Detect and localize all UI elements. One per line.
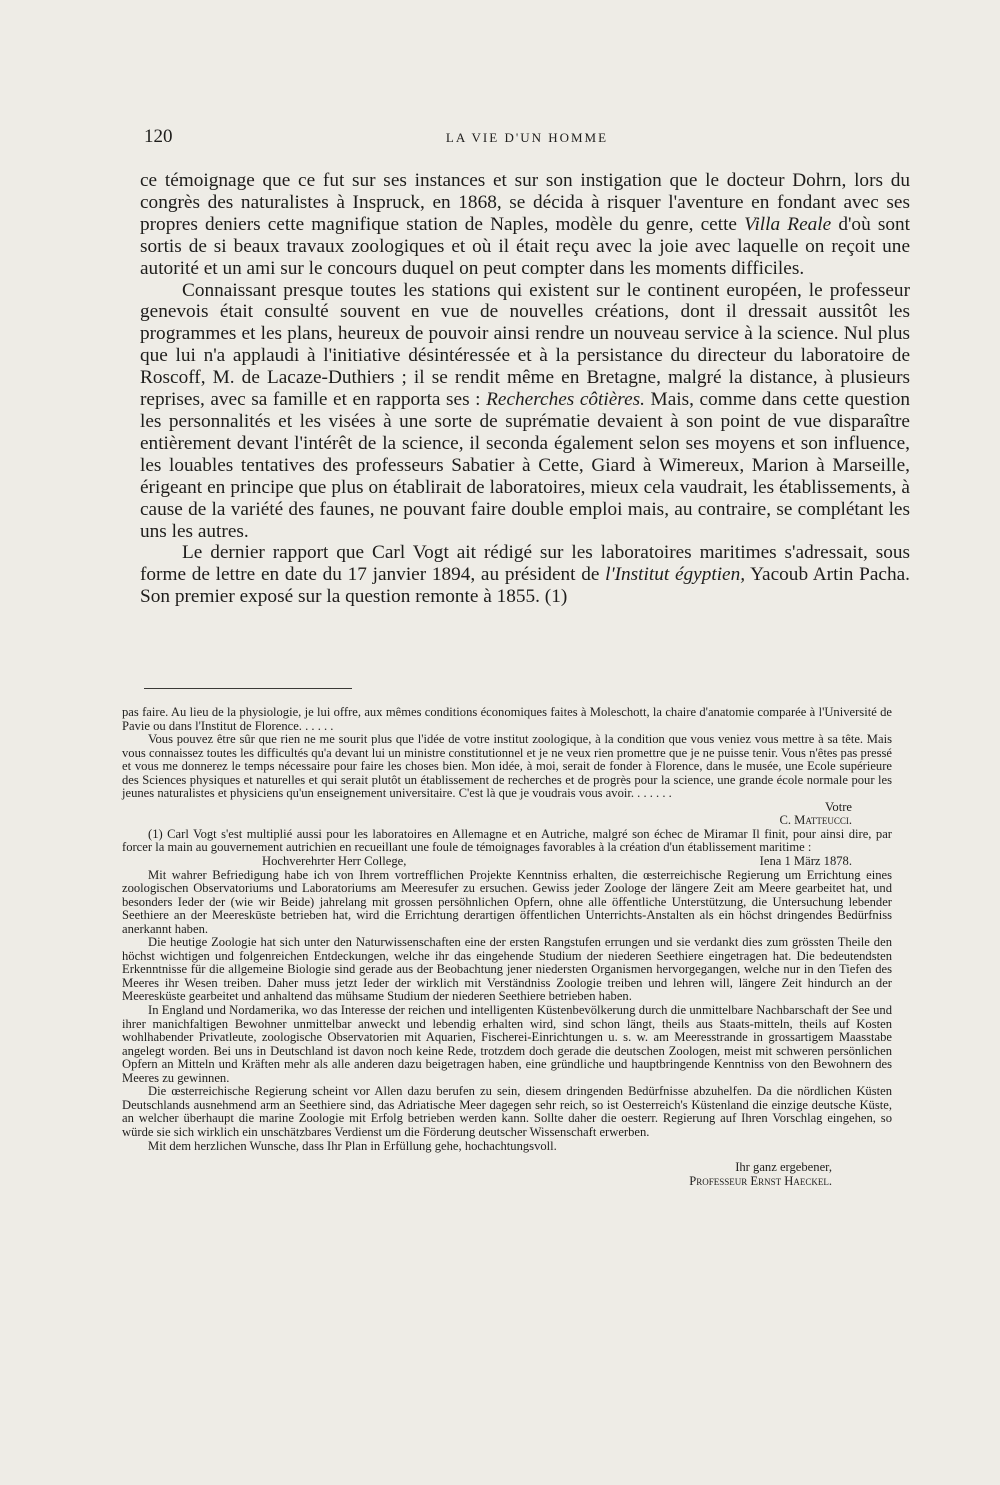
letter-closing: Ihr ganz ergebener, xyxy=(735,1160,832,1175)
page-number: 120 xyxy=(144,126,173,147)
footnote-1: (1) Carl Vogt s'est multiplié aussi pour les laboratoires en Allemagne et en Autriche, malgré son échec de Miramar Il finit, pour ainsi dire, par forcer la main au gouvernement autrichien en recueillant une foule de témoignages favorables à la création d'un établissement maritime : xyxy=(122,826,892,855)
paragraph-2-italic: Recherches côtières. xyxy=(486,389,645,411)
paragraph-3-text: Le dernier rapport que Carl Vogt ait rédigé sur les laboratoires maritimes s'adressait, sous forme de lettre en date du 17 janvier 1894, au président de xyxy=(140,542,910,586)
paragraph-3-italic: l'Institut égyptien, xyxy=(605,564,746,586)
page-header xyxy=(144,126,910,152)
paragraph-2-end: Mais, comme dans cette question les personnalités et les visées à une sorte de suprématie devaient à son point de vue disparaître entièrement devant l'intérêt de la science, il seconda également selon ses moyens et son influence, les louables tentatives des professeurs Sabatier à Cette, Giard à Wimereux, Marion à Marseille, érigeant en principe que plus on établirait de laboratoires, mieux cela vaudrait, les établissements, à cause de la variété des faunes, ne pouvant faire double emploi mais, au contraire, se complétant les uns les autres. xyxy=(140,389,911,542)
paragraph-2 xyxy=(140,280,910,543)
paragraph-3-end: Yacoub Artin Pacha. Son premier exposé sur la question remonte à 1855. (1) xyxy=(140,564,910,608)
paragraph-1 xyxy=(140,170,910,280)
letter-paragraph-2: Die heutige Zoologie hat sich unter den Naturwissenschaften eine der ersten Rangstufen errungen und sie verdankt dies zum grössten Theile den höchst wichtigen und folgenreichen Entdeckungen, welche ihr das eingehende Studium der niederen Seethiere eingetragen hat. Die bedeutendsten Erkenntnisse für die allgemeine Biologie sind gerade aus der Beobachtung jener niedersten Organismen hervorgegangen, welche nur in den Tiefen des Meeres ihr Wesen treiben. Daher muss jetzt Ieder der wirklich mit Verständniss Zoologie treiben und lehren will, längere Zeit hindurch an der Meeresküste gearbeitet und anhaltend das mühsame Studium der niederen Seethiere betrieben haben. xyxy=(122,935,892,1004)
note-votre: Votre xyxy=(824,799,852,814)
note-signature-matteucci: C. Matteucci. xyxy=(779,813,852,828)
paragraph-1-end: d'où sont sortis de si beaux travaux zoologiques et où il était reçu avec la joie avec laquelle on reçoit une autorité et un ami sur le concours duquel on peut compter dans les moments difficiles. xyxy=(140,213,910,279)
main-text xyxy=(140,170,910,608)
paragraph-2-text: Connaissant presque toutes les stations qui existent sur le continent européen, le professeur genevois était consulté souvent en vue de nouvelles créations, dont il dressait aussitôt les programmes et les plans, heureux de pouvoir ainsi rendre un nouveau service à la science. Nul plus que lui n'a applaudi à l'initiative désintéressée et à la persistance du directeur du laboratoire de Roscoff, M. de Lacaze-Duthiers ; il se rendit même en Bretagne, malgré la distance, à plusieurs reprises, avec sa famille et en rapporta ses : xyxy=(140,279,910,411)
letter-greeting: Hochverehrter Herr College, xyxy=(262,854,407,869)
paragraph-1-text: ce témoignage que ce fut sur ses instances et sur son instigation que le docteur Dohrn, lors du congrès des naturalistes à Inspruck, en 1868, se décida à risquer l'aventure en fondant avec ses propres deniers cette magnifique station de Naples, modèle du genre, cette xyxy=(140,170,910,235)
letter-paragraph-3: In England und Nordamerika, wo das Interesse der reichen und intelligenten Küstenbevölkerung durch die unmittelbare Nachbarschaft der See und ihrer manichfaltigen Bewohner unmittelbar anweckt und lebendig erhalten wird, sind schon längt, theils aus Staats-mitteln, theils auf Kosten wohlhabender Privatleute, zoologische Observatorien mit Aquarien, Fischerei-Einrichtungen u. s. w. am Meeresstrande in grossartigem Maasstabe angelegt worden. Bei uns in Deutschland ist davon noch keine Rede, trotzdem doch gerade die deutschen Zoologen, meist mit schweren persönlichen Opfern an Mitteln und Kräften mehr als alle anderen dazu beigetragen haben, eine gründliche und hauptbringende Kenntniss von den Bewohnern des Meeres zu gewinnen. xyxy=(122,1003,892,1085)
paragraph-1-italic: Villa Reale xyxy=(744,213,832,235)
letter-greeting-line xyxy=(122,855,892,869)
letter-signature: Professeur Ernst Haeckel. xyxy=(689,1173,832,1188)
letter-paragraph-5: Mit dem herzlichen Wunsche, dass Ihr Plan in Erfüllung gehe, hochachtungsvoll. xyxy=(148,1138,557,1153)
letter-paragraph-1: Mit wahrer Befriedigung habe ich von Ihrem vortrefflichen Projekte Kenntniss erhalten, die œsterreichische Regierung um Errichtung eines zoologischen Observatoriums und Laboratoriums am Meeresufer zu ersuchen. Gewiss jeder Zoologe der längere Zeit am Meere gearbeitet hat, und besonders Ieder der (wie wir Beide) jahrelang mit grossen persöhnlichen Opfern, ohne alle öffentliche Unterstützung, die Untersuchung lebender Seethiere an der Meereskūste betrieben hat, wird die Errichtung derartigen öffentlichen Unterrichts-Anstalten als ein höchst dringendes Bedürfniss anerkannt haben. xyxy=(122,867,892,936)
footnotes xyxy=(122,706,892,1188)
letter-paragraph-4: Die œsterreichische Regierung scheint vor Allen dazu berufen zu sein, diesem dringenden Bedürfnisse abzuhelfen. Da die nördlichen Küsten Deutschlands ausnehmend arm an Seethiere sind, das Adriatische Meer dagegen sehr reich, so ist Oesterreich's Küstenland die einzige deutsche Küste, an welcher überhaupt die marine Zoologie mit Erfolg betrieben werden kann. Sollte daher die oesterr. Regierung auf Ihren Vorschlag eingehen, so würde sie sich wirklich ein unschätzbares Verdienst um die Förderung deutscher Wissenschaft erwerben. xyxy=(122,1084,892,1139)
footnote-rule xyxy=(144,688,352,689)
note-italian-2: Vous pouvez être sûr que rien ne me sourit plus que l'idée de votre institut zoologique, à la condition que vous veniez vous mettre à sa tête. Mais vous connaissez toutes les difficultés qu'a devant lui un ministre constitutionnel et je ne veux rien promettre que je ne puisse tenir. Vous n'êtes pas pressé et vous me donnerez le temps nécessaire pour faire les choses bien. Mon idée, à moi, serait de fonder à Florence, dans le musée, une Ecole supérieure des Sciences physiques et naturelles et qui serait plutôt un établissement de recherches et de progrès pour la science, une grande école normale pour les jeunes naturalistes et physiciens qu'un enseignement universitaire. C'est là que je voudrais vous avoir. . . . . . . xyxy=(122,732,892,801)
letter-date: Iena 1 März 1878. xyxy=(759,854,852,869)
note-italian-1: pas faire. Au lieu de la physiologie, je lui offre, aux mêmes conditions économiques faites à Moleschott, la chaire d'anatomie comparée à l'Université de Pavie ou dans l'Institut de Florence. . . . . . xyxy=(122,705,892,733)
paragraph-3 xyxy=(140,542,910,608)
running-title: LA VIE D'UN HOMME xyxy=(445,130,609,145)
